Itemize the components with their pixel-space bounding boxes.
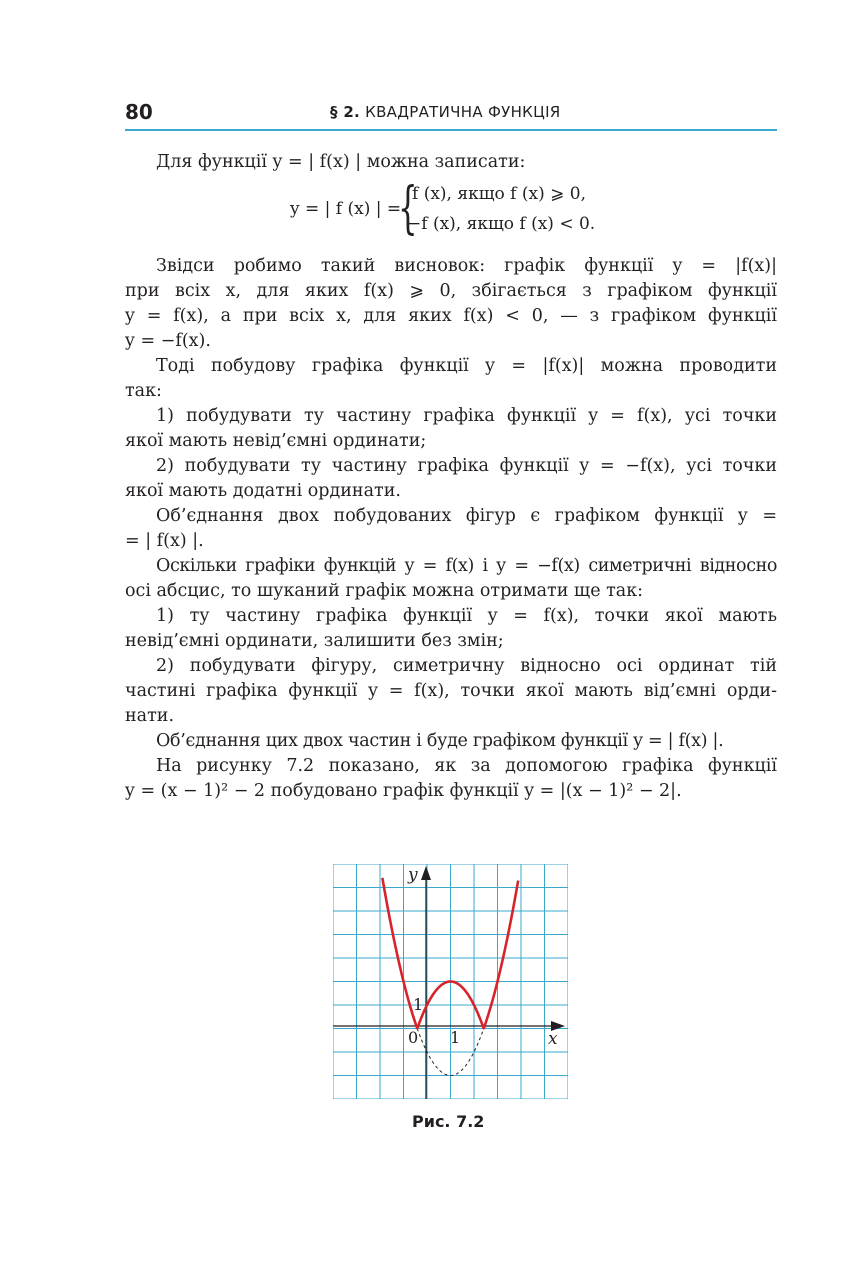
x-tick-label: 1 [450, 1028, 461, 1047]
x-axis-label: x [548, 1029, 558, 1049]
paragraph-line: y = (x − 1)² − 2 побудовано графік функції y = |(x − 1)² − 2|. [125, 781, 682, 801]
paragraph-line: невід’ємні ординати, залишити без змін; [125, 631, 504, 651]
paragraph-line: якої мають невід’ємні ординати; [125, 431, 427, 451]
paragraph-line: Об’єднання цих двох частин і буде графіком функції y = | f(x) |. [156, 731, 724, 751]
paragraph-line: 1) ту частину графіка функції y = f(x), точки якої мають [156, 606, 777, 626]
paragraph-line: Тоді побудову графіка функції y = |f(x)| можна проводити [156, 356, 777, 376]
paragraph-line: Об’єднання двох побудованих фігур є графіком функції y = [156, 506, 777, 526]
intro-text: Для функції y = | f(x) | можна записати: [156, 152, 526, 172]
figure-caption: Рис. 7.2 [412, 1112, 485, 1131]
body-text [125, 254, 777, 804]
paragraph-line: 2) побудувати ту частину графіка функції y = −f(x), усі точки [156, 456, 777, 476]
paragraph-line: Звідси робимо такий висновок: графік функції y = |f(x)| [156, 256, 777, 276]
paragraph-line: На рисунку 7.2 показано, як за допомогою графіка функції [156, 756, 777, 776]
page-header [125, 98, 777, 130]
piecewise-formula [290, 176, 650, 241]
y-tick-label: 1 [413, 995, 424, 1014]
paragraph-line: так: [125, 381, 162, 401]
section-title [330, 103, 561, 121]
y-axis-label: y [408, 865, 418, 885]
page-number: 80 [125, 100, 153, 124]
paragraph-line: 2) побудувати фігуру, симетричну відносно осі ординат тій [156, 656, 777, 676]
paragraph-line: частині графіка функції y = f(x), точки якої мають від’ємні орди- [125, 681, 777, 701]
section-name: КВАДРАТИЧНА ФУНКЦІЯ [365, 103, 561, 121]
formula-case-2: −f (x), якщо f (x) < 0. [407, 214, 596, 234]
paragraph-line: = | f(x) |. [125, 531, 204, 551]
paragraph-line: y = −f(x). [125, 331, 211, 351]
intro-line [125, 150, 777, 175]
section-label: § 2. [330, 103, 361, 121]
paragraph-line: осі абсцис, то шуканий графік можна отримати ще так: [125, 581, 644, 601]
paragraph-line: нати. [125, 706, 175, 726]
formula-lhs: y = | f (x) | = [290, 199, 402, 219]
formula-case-1: f (x), якщо f (x) ⩾ 0, [412, 184, 586, 204]
header-rule [125, 129, 777, 131]
y-axis-arrow [421, 866, 431, 880]
paragraph-line: Оскільки графіки функцій y = f(x) і y = −f(x) симетричні відносно [156, 556, 777, 576]
paragraph-line: 1) побудувати ту частину графіка функції y = f(x), усі точки [156, 406, 777, 426]
function-graph [333, 864, 568, 1099]
paragraph-line: y = f(x), а при всіх x, для яких f(x) < 0, — з графіком функції [125, 306, 777, 326]
paragraph-line: якої мають додатні ординати. [125, 481, 401, 501]
origin-label: 0 [408, 1028, 419, 1047]
formula-brace: { [398, 176, 418, 241]
paragraph-line: при всіх x, для яких f(x) ⩾ 0, збігається з графіком функції [125, 281, 777, 301]
